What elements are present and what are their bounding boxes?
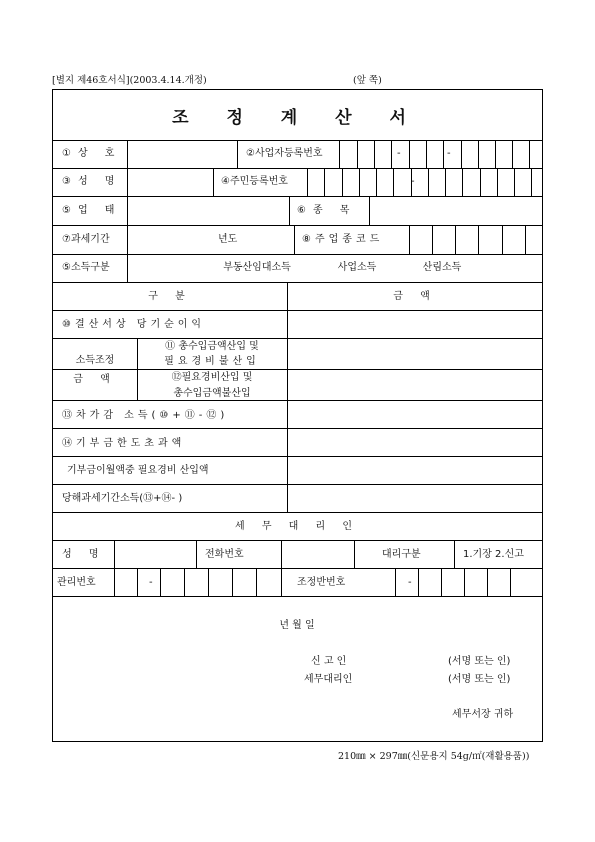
rule-line <box>52 140 543 141</box>
dash-2: - <box>447 148 451 159</box>
rule-line <box>357 140 358 168</box>
rule-line <box>237 140 238 168</box>
rule-line <box>525 225 526 254</box>
rule-line <box>127 168 128 196</box>
row-net-income: ⑩결산서상 당기순이익 <box>62 319 206 330</box>
rule-line <box>395 568 396 596</box>
rule-line <box>462 168 463 196</box>
rule-line <box>256 568 257 596</box>
rule-line <box>478 225 479 254</box>
rule-line <box>354 540 355 568</box>
rule-line <box>52 168 543 169</box>
rule-line <box>127 196 128 225</box>
col-division: 구 분 <box>148 291 192 302</box>
resident-no-label: ④주민등록번호 <box>221 176 288 187</box>
rule-line <box>418 568 419 596</box>
rule-line <box>52 196 543 197</box>
rule-line <box>52 428 543 429</box>
rule-line <box>514 168 515 196</box>
dash-3: - <box>411 176 415 187</box>
rule-line <box>391 140 392 168</box>
name-label: ③성 명 <box>62 176 122 187</box>
rule-line <box>307 168 308 196</box>
rule-line <box>213 168 214 196</box>
rule-line <box>510 568 511 596</box>
rule-line <box>480 168 481 196</box>
item-label: ⑥종 목 <box>297 205 357 216</box>
rule-line <box>52 338 543 339</box>
rule-line <box>52 512 543 513</box>
agent-title: 세 무 대 리 인 <box>234 521 360 532</box>
rule-line <box>196 540 197 568</box>
row-expense-add: 총수입금액불산입 <box>173 388 251 399</box>
rule-line <box>114 540 115 596</box>
addressee: 세무서장 귀하 <box>452 709 514 720</box>
rule-line <box>376 168 377 196</box>
row-income-add: 필요경비불산입 <box>164 356 260 367</box>
income-option: 부동산임대소득 <box>223 262 291 273</box>
rule-line <box>324 168 325 196</box>
rule-line <box>52 254 543 255</box>
rule-line <box>443 140 444 168</box>
rule-line <box>127 140 128 168</box>
row-period-income: 당해과세기간소득(⑬+⑭- ) <box>62 493 183 504</box>
adj-label: 금 액 <box>73 374 117 385</box>
rule-line <box>287 282 288 512</box>
rule-line <box>184 568 185 596</box>
rule-line <box>409 225 410 254</box>
proxy-type-label: 대리구분 <box>382 549 421 560</box>
rule-line <box>52 400 543 401</box>
rule-line <box>52 540 543 541</box>
rule-line <box>137 568 138 596</box>
agent-sign-label: 세무대리인 <box>304 674 353 685</box>
rule-line <box>502 225 503 254</box>
rule-line <box>428 168 429 196</box>
row-expense-add: ⑫필요경비산입 및 <box>171 372 253 383</box>
form-number: [별지 제46호서식](2003.4.14.개정) <box>52 75 207 86</box>
rule-line <box>369 196 370 225</box>
rule-line <box>464 568 465 596</box>
tax-period-label: ⑦과세기간 <box>62 234 110 245</box>
year-unit: 년도 <box>218 234 238 245</box>
rule-line <box>294 225 295 254</box>
rule-line <box>512 140 513 168</box>
rule-line <box>127 254 128 282</box>
rule-line <box>339 140 340 168</box>
rule-line <box>359 168 360 196</box>
rule-line <box>487 568 488 596</box>
rule-line <box>374 140 375 168</box>
trade-name-label: ①상 호 <box>62 148 122 159</box>
rule-line <box>432 225 433 254</box>
rule-line <box>289 196 290 225</box>
rule-line <box>461 140 462 168</box>
rule-line <box>455 225 456 254</box>
rule-line <box>529 140 530 168</box>
rule-line <box>52 456 543 457</box>
rule-line <box>426 140 427 168</box>
rule-line <box>52 484 543 485</box>
adj-label: 소득조정 <box>75 355 115 366</box>
paper-spec: 210㎜ × 297㎜(신문용지 54g/㎡(재활용품)) <box>338 751 530 762</box>
income-option: 사업소득 <box>337 262 377 273</box>
biz-reg-no-label: ②사업자등록번호 <box>246 148 323 159</box>
rule-line <box>454 540 455 568</box>
rule-line <box>52 568 543 569</box>
row-net-adj-income: ⑬차가감 소득(⑩+⑪-⑫) <box>62 410 229 421</box>
industry-code-label: ⑧주업종코드 <box>302 234 384 245</box>
col-amount: 금 액 <box>393 291 437 302</box>
signature-placeholder: (서명 또는 인) <box>448 656 511 667</box>
rule-line <box>409 140 410 168</box>
rule-line <box>441 568 442 596</box>
signature-placeholder: (서명 또는 인) <box>448 674 511 685</box>
rule-line <box>137 369 287 370</box>
rule-line <box>281 540 282 568</box>
rule-line <box>497 168 498 196</box>
page-side: (앞 쪽) <box>353 75 382 86</box>
rule-line <box>52 369 543 370</box>
date-line: 년 월 일 <box>279 620 315 631</box>
rule-line <box>232 568 233 596</box>
rule-line <box>52 225 543 226</box>
rule-line <box>445 168 446 196</box>
adj-no-label: 조정반번호 <box>297 577 346 588</box>
rule-line <box>495 140 496 168</box>
rule-line <box>208 568 209 596</box>
rule-line <box>52 310 543 311</box>
income-class-label: ⑤소득구분 <box>62 262 110 273</box>
rule-line <box>531 168 532 196</box>
rule-line <box>160 568 161 596</box>
rule-line <box>127 225 128 254</box>
rule-line <box>52 282 543 283</box>
rule-line <box>342 168 343 196</box>
page-title: 조 정 계 산 서 <box>172 108 422 128</box>
business-type-label: ⑤업 태 <box>62 205 122 216</box>
rule-line <box>52 596 543 597</box>
mgmt-no-label: 관리번호 <box>57 577 96 588</box>
proxy-options: 1.기장 2.신고 <box>463 549 524 560</box>
dash-5: - <box>408 577 412 588</box>
rule-line <box>281 568 282 596</box>
row-donation-excess: ⑭기부금한도초과액 <box>62 438 186 449</box>
row-donation-carry: 기부금이월액중 필요경비 산입액 <box>67 465 209 476</box>
dash-4: - <box>149 577 153 588</box>
reporter-label: 신 고 인 <box>311 656 347 667</box>
dash-1: - <box>397 148 401 159</box>
income-option: 산림소득 <box>422 262 462 273</box>
rule-line <box>478 140 479 168</box>
rule-line <box>393 168 394 196</box>
phone-label: 전화번호 <box>205 549 244 560</box>
agent-name-label: 성 명 <box>62 549 106 560</box>
row-income-add: ⑪ 총수입금액산입 및 <box>165 341 259 352</box>
